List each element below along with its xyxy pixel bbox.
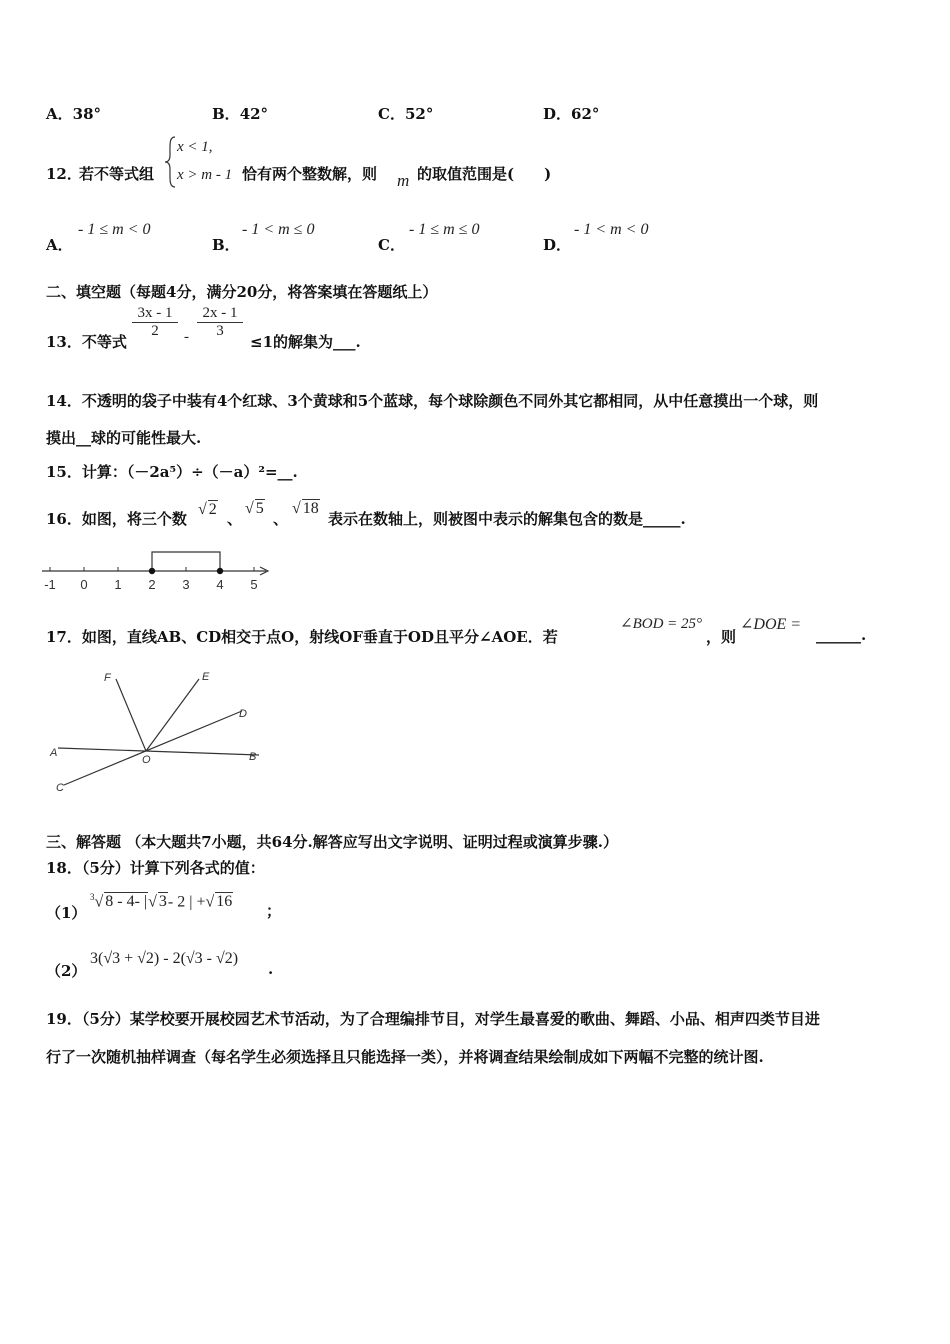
q12-option-a-key: A． xyxy=(46,236,73,254)
q12-option-a: - 1 ≤ m < 0 xyxy=(78,221,151,238)
q13-minus: - xyxy=(184,329,189,345)
q18-title: 18．（5分）计算下列各式的值： xyxy=(46,859,265,877)
label-d: D xyxy=(239,708,247,720)
label-o: O xyxy=(142,754,151,766)
number-line-tick-label: 2 xyxy=(148,577,156,592)
q13-lead: 13．不等式 xyxy=(46,333,127,351)
q17-given-angle: ∠BOD = 25° xyxy=(620,616,703,632)
q14-line1: 14．不透明的袋子中装有4个红球、3个黄球和5个蓝球，每个球除颜色不同外其它都相同，从中任意摸出一个球，则 xyxy=(46,392,819,410)
q16-lead: 16．如图，将三个数 xyxy=(46,510,187,528)
q18-part1-expression: $^3$√ 8 - 4- |√ 3- 2 | +√ 16 xyxy=(90,892,233,911)
q16-root-18: √ 18 xyxy=(292,500,319,517)
q17-lead: 17．如图，直线AB、CD相交于点O，射线OF垂直于OD且平分∠AOE．若 xyxy=(46,628,558,646)
brace-icon xyxy=(163,135,177,189)
number-line xyxy=(40,540,280,596)
q14-line2: 摸出__球的可能性最大. xyxy=(46,429,202,447)
q17-asked-angle: ∠DOE = xyxy=(740,616,802,633)
label-b: B xyxy=(249,751,257,763)
q16-root-2: √ 2 xyxy=(198,501,217,518)
q12-system-line1: x < 1, xyxy=(177,139,213,155)
q13-tail: ≤1的解集为___. xyxy=(250,333,361,351)
interval-endpoint-right xyxy=(217,568,223,574)
number-line-tick-label: 1 xyxy=(114,577,122,592)
section-2-title: 二、填空题（每题4分，满分20分，将答案填在答题纸上） xyxy=(46,283,438,301)
q11-option-d: D．62° xyxy=(543,105,600,123)
q11-option-b: B．42° xyxy=(212,105,269,123)
interval-endpoint-left xyxy=(149,568,155,574)
q16-tail: 表示在数轴上，则被图中表示的解集包含的数是_____. xyxy=(328,510,686,528)
q16-separator-1: 、 xyxy=(227,510,243,528)
q13-fraction-2 xyxy=(197,305,243,340)
angle-figure xyxy=(46,665,276,800)
q11-option-a: A．38° xyxy=(46,105,102,123)
q12-option-b: - 1 < m ≤ 0 xyxy=(242,221,315,238)
q16-separator-2: 、 xyxy=(273,510,289,528)
q12-variable: m xyxy=(397,171,410,190)
q19-line1: 19．（5分）某学校要开展校园艺术节活动，为了合理编排节目，对学生最喜爱的歌曲、舞蹈、小品、相声四类节目进 xyxy=(46,1010,820,1028)
q12-option-b-key: B． xyxy=(212,236,240,254)
q12-option-d: - 1 < m < 0 xyxy=(574,221,649,238)
number-line-tick-label: 0 xyxy=(80,577,88,592)
number-line-tick-label: -1 xyxy=(44,577,56,592)
q13-fraction-1-numerator: 3x - 1 xyxy=(132,305,178,323)
q15-text: 15．计算：（－2a⁵）÷（－a）²=__. xyxy=(46,463,298,481)
q12-option-c: - 1 ≤ m ≤ 0 xyxy=(409,221,480,238)
label-e: E xyxy=(202,671,210,683)
q17-answer-blank: ______. xyxy=(816,626,867,644)
q13-fraction-1-denominator: 2 xyxy=(151,323,159,339)
label-f: F xyxy=(104,672,111,684)
q18-part2-end: . xyxy=(268,960,274,978)
number-line-tick-label: 4 xyxy=(216,577,224,592)
q12-option-d-key: D． xyxy=(543,236,572,254)
q12-number: 12． xyxy=(46,165,82,183)
q18-part2-expression: 3(√3 + √2) - 2(√3 - √2) xyxy=(90,950,239,967)
number-line-tick-label: 3 xyxy=(182,577,190,592)
q16-root-5: √ 5 xyxy=(245,500,264,517)
q18-part1-end: ； xyxy=(266,902,282,920)
q12-middle: 恰有两个整数解，则 xyxy=(242,165,378,183)
q13-fraction-1 xyxy=(132,305,178,340)
q18-part2-label: （2） xyxy=(46,962,87,980)
label-c: C xyxy=(56,782,64,794)
q17-middle: ，则 xyxy=(706,628,737,646)
q12-tail: 的取值范围是( ) xyxy=(417,165,552,183)
q13-fraction-2-denominator: 3 xyxy=(216,323,224,339)
q12-lead: 若不等式组 xyxy=(79,165,155,183)
q18-part1-label: （1） xyxy=(46,904,87,922)
q12-option-c-key: C． xyxy=(378,236,405,254)
q12-system-line2: x > m - 1 xyxy=(177,167,233,183)
q13-fraction-2-numerator: 2x - 1 xyxy=(197,305,243,323)
q11-option-c: C．52° xyxy=(378,105,434,123)
number-line-tick-label: 5 xyxy=(250,577,258,592)
q19-line2: 行了一次随机抽样调查（每名学生必须选择且只能选择一类），并将调查结果绘制成如下两幅不完整的统计图. xyxy=(46,1048,764,1066)
section-3-title: 三、解答题 （本大题共7小题，共64分.解答应写出文字说明、证明过程或演算步骤.） xyxy=(46,833,618,851)
label-a: A xyxy=(50,747,58,759)
